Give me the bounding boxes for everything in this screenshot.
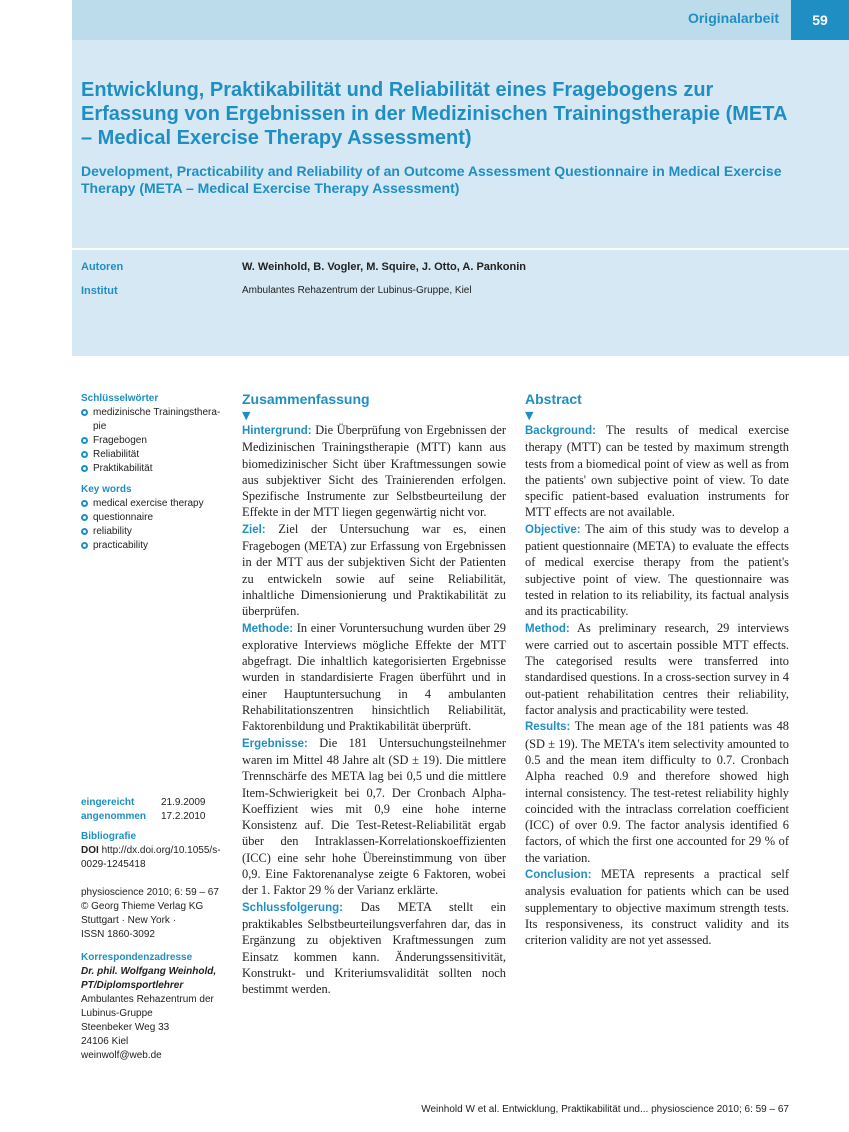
section-label: Conclusion:	[525, 869, 592, 882]
title-english: Development, Practicability and Reliability of an Outcome Assessment Questionnaire in Medical Exercise Therapy (META – Medical Exercise Therapy Assessment)	[81, 163, 782, 196]
authors-label: Autoren	[81, 261, 124, 273]
summary-section	[242, 422, 506, 521]
keywords-en-list	[81, 497, 226, 553]
address-line: 24106 Kiel	[81, 1036, 129, 1047]
section-text: Das META stellt ein praktikables Selbstbeurteilungsverfahren dar, das in Ergänzung zu objektiven Kraftmessungen zum Einsatz kommen kann. Änderungssensitivität, Konstrukt- und Kriteriumsvalidität sollten noch bestimmt werden.	[242, 899, 506, 997]
doi-label: DOI	[81, 845, 99, 856]
citation: physioscience 2010; 6: 59 – 67	[81, 887, 219, 898]
summary-section	[242, 735, 506, 899]
section-text: META represents a practical self analysis evaluation for patients which can be used supplementary to objective maximum strength tests. Its responsiveness, its construct validity and its criterion validity are not yet assessed.	[525, 867, 789, 948]
bibliography-heading: Bibliografie	[81, 831, 137, 842]
keyword-item: questionnaire	[81, 511, 226, 525]
received-label: eingereicht	[81, 797, 135, 808]
section-text: In einer Voruntersuchung wurden über 29 explorative Interviews mögliche Effekte der MTT abgefragt. Die inhaltlich kategorisierten Ergebnisse wurden in standardisierte Fragen überführt und in einer Hauptuntersuchung in 4 ambulanten Rehabilitationszentren hinsichtlich Reliabilität, Faktorenbildung und Praktikabilität überprüft.	[242, 620, 506, 734]
keyword-item: medical exercise therapy	[81, 497, 226, 511]
abstract-section	[525, 718, 789, 866]
keyword-item: reliability	[81, 525, 226, 539]
keyword-item: medizinische Trainingsthera-pie	[81, 406, 226, 434]
summary-german	[242, 390, 506, 997]
abstract-english	[525, 390, 789, 949]
section-label: Background:	[525, 425, 596, 437]
keyword-item: Reliabilität	[81, 448, 226, 462]
section-label: Method:	[525, 622, 570, 635]
triangle-down-icon: ▼	[242, 409, 251, 422]
section-label: Ergebnisse:	[242, 737, 308, 750]
page-footer: Weinhold W et al. Entwicklung, Praktikabilität und... physioscience 2010; 6: 59 – 67	[421, 1104, 789, 1115]
summary-section	[242, 899, 506, 998]
section-text: Die 181 Untersuchungsteilnehmer waren im Mittel 48 Jahre alt (SD ± 19). Die mittlere Trennschärfe des META lag bei 0,5 und die mittlere Item-Schwierigkeit bei 0,7. Der Cronbach Alpha-Koeffizient wies mit 0,9 eine hohe interne Konsistenz auf. Die Test-Retest-Reliabilität ergab über den Intraklassen-Korrelationskoeffizienten (ICC) eine sehr hohe Übereinstimmung von über 0,9. Eine Faktorenanalyse zeigte 6 Faktoren, wobei der 1. Faktor 29 % der Varianz erklärte.	[242, 735, 506, 898]
keyword-item: practicability	[81, 539, 226, 553]
doi-link[interactable]: http://dx.doi.org/10.1055/s-0029-1245418	[81, 845, 221, 870]
keyword-item: Fragebogen	[81, 434, 226, 448]
section-label: Results:	[525, 721, 571, 734]
summary-section	[242, 521, 506, 620]
address-line: Steenbeker Weg 33	[81, 1022, 170, 1033]
accepted-label: angenommen	[81, 811, 147, 822]
section-label: Originalarbeit	[687, 10, 779, 26]
triangle-down-icon: ▼	[525, 409, 534, 422]
section-text: As preliminary research, 29 interviews were carried out to ascertain possible MTT effects. The categorised results were transferred into standardised questions. In a cross-section survey in 4 out-patient rehabilitation centres their reliability, factor analysis and practicability were tested.	[525, 620, 789, 718]
correspondence-heading: Korrespondenzadresse	[81, 952, 193, 963]
summary-section	[242, 620, 506, 735]
keyword-item: Praktikabilität	[81, 462, 226, 476]
abstract-section	[525, 521, 789, 620]
abstract-heading: Abstract	[525, 391, 582, 407]
doi-line	[81, 844, 226, 872]
top-bar	[72, 0, 849, 40]
section-text: The aim of this study was to develop a patient questionnaire (META) to evaluate the effects of medical exercise therapy from the patient's subjective point of view. The questionnaire was tested in relation to its reliability, its factual analysis and its practicability.	[525, 521, 789, 619]
authors: W. Weinhold, B. Vogler, M. Squire, J. Otto, A. Pankonin	[242, 261, 526, 273]
section-text: The mean age of the 181 patients was 48 (SD ± 19). The META's item selectivity amounted to 0.5 and the mean item difficulty to 0.7. Cronbach Alpha reached 0.9 and therefore showed high internal consistency. The test-retest reliability highly coincided with the intraclass correlation coefficient (ICC) of over 0.9. The factor analysis identified 6 factors, of which the first one accounted for 29 % of the variation.	[525, 719, 789, 865]
page-number: 59	[791, 0, 849, 40]
section-label: Methode:	[242, 622, 294, 635]
institute: Ambulantes Rehazentrum der Lubinus-Gruppe, Kiel	[242, 285, 472, 296]
section-label: Ziel:	[242, 523, 266, 536]
section-label: Schlussfolgerung:	[242, 901, 343, 914]
abstract-section	[525, 866, 789, 948]
accepted-date: 17.2.2010	[161, 811, 206, 822]
section-label: Objective:	[525, 523, 581, 536]
issn: ISSN 1860-3092	[81, 929, 155, 940]
email[interactable]: weinwolf@web.de	[81, 1050, 162, 1061]
keywords-en-heading: Key words	[81, 484, 132, 495]
publisher-location: Stuttgart · New York ·	[81, 915, 177, 926]
section-label: Hintergrund:	[242, 425, 312, 437]
copyright: © Georg Thieme Verlag KG	[81, 901, 204, 912]
section-text: Die Überprüfung von Ergebnissen der Medizinischen Trainingstherapie (MTT) kann aus biomedizinischer Sicht über Kraftmessungen sowie aus subjektiver Sicht des Trainierenden erfolgen. Spezifische Instrumente zur Selbstbeurteilung der Effekte in der MTT liegen gegenwärtig nicht vor.	[242, 423, 506, 520]
abstract-section	[525, 422, 789, 521]
title-german: Entwicklung, Praktikabilität und Reliabilität eines Fragebogens zur Erfassung von Ergebnissen in der Medizinischen Trainingstherapie (META – Medical Exercise Therapy Assessment)	[81, 79, 787, 149]
keywords-de-list	[81, 406, 226, 476]
summary-heading: Zusammenfassung	[242, 391, 370, 407]
section-text: The results of medical exercise therapy (MTT) can be tested by maximum strength tests from a biomedical point of view as well as from the patients' own subjective point of view. To date specific patient-based evaluation instruments for MTT effects are not available.	[525, 423, 789, 520]
header-divider	[72, 248, 849, 250]
received-date: 21.9.2009	[161, 797, 206, 808]
keywords-de-heading: Schlüsselwörter	[81, 393, 159, 404]
institute-label: Institut	[81, 285, 118, 297]
keywords-block	[81, 392, 226, 553]
address-line: Ambulantes Rehazentrum der Lubinus-Gruppe	[81, 994, 214, 1019]
article-info-block	[81, 796, 226, 1063]
correspondent-name: Dr. phil. Wolfgang Weinhold, PT/Diplomsportlehrer	[81, 966, 217, 991]
abstract-section	[525, 620, 789, 719]
section-text: Ziel der Untersuchung war es, einen Fragebogen (META) zur Erfassung von Ergebnissen in der MTT aus der subjektiven Sicht der Patienten zu entwickeln sowie auf seine Reliabilität, inhaltliche Dimensionierung und Praktikabilität zu überprüfen.	[242, 521, 506, 619]
